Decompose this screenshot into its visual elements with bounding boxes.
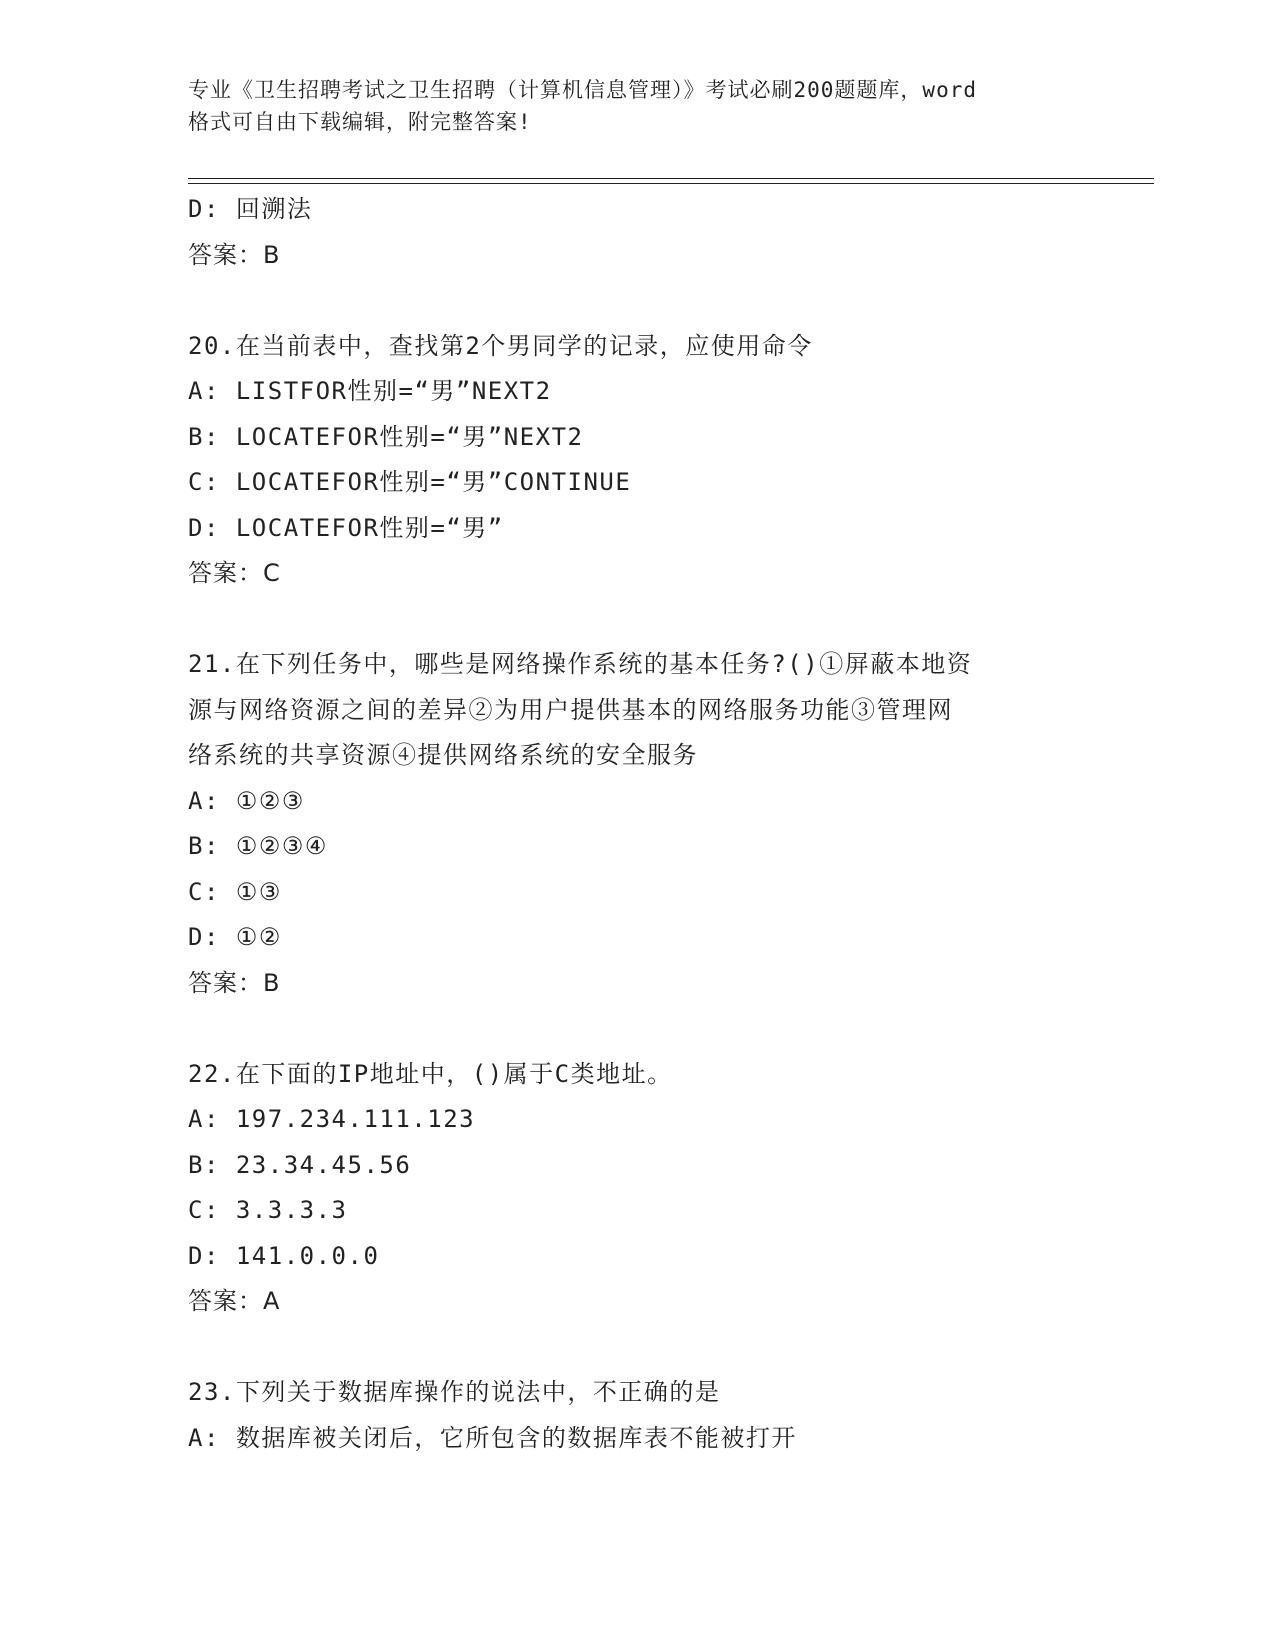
q21-stem-line-3: 络系统的共享资源④提供网络系统的安全服务: [188, 741, 698, 769]
question-gap: [188, 1006, 1088, 1052]
header-line-1: 专业《卫生招聘考试之卫生招聘（计算机信息管理）》考试必刷200题题库，word: [188, 78, 977, 102]
header-line-2: 格式可自由下载编辑，附完整答案!: [188, 110, 532, 134]
q20-stem: 20.在当前表中，查找第2个男同学的记录，应使用命令: [188, 331, 813, 360]
q20-option-b: B: LOCATEFOR性别=“男”NEXT2: [188, 422, 584, 451]
q22-option-c: C: 3.3.3.3: [188, 1196, 348, 1224]
q22-option-d: D: 141.0.0.0: [188, 1241, 380, 1270]
q23-stem: 23.下列关于数据库操作的说法中，不正确的是: [188, 1378, 721, 1406]
q22-option-a: A: 197.234.111.123: [188, 1105, 476, 1133]
q20-option-d: D: LOCATEFOR性别=“男”: [188, 513, 504, 542]
question-gap: [188, 1325, 1088, 1371]
q22-option-b: B: 23.34.45.56: [188, 1150, 412, 1179]
q21-option-b: B: ①②③④: [188, 832, 328, 860]
q21-option-d: D: ①②: [188, 923, 282, 951]
question-gap: [188, 278, 1088, 324]
header-divider: [188, 178, 1154, 184]
q21-stem-line-2: 源与网络资源之间的差异②为用户提供基本的网络服务功能③管理网: [188, 695, 953, 724]
q21-option-a: A: ①②③: [188, 786, 305, 815]
question-list: [188, 187, 1088, 1461]
q21-option-c: C: ①③: [188, 877, 282, 906]
q22-answer: 答案：A: [188, 1287, 281, 1315]
q22-stem: 22.在下面的IP地址中，()属于C类地址。: [188, 1059, 673, 1088]
question-gap: [188, 597, 1088, 643]
q21-stem-line-1: 21.在下列任务中，哪些是网络操作系统的基本任务?()①屏蔽本地资: [188, 650, 973, 678]
q20-option-a: A: LISTFOR性别=“男”NEXT2: [188, 377, 552, 405]
q23-option-a: A: 数据库被关闭后，它所包含的数据库表不能被打开: [188, 1423, 797, 1452]
q21-answer: 答案：B: [188, 968, 281, 997]
document-header: [188, 74, 1088, 138]
q19-option-d: D: 回溯法: [188, 195, 313, 223]
q19-answer: 答案：B: [188, 240, 281, 269]
q20-answer: 答案：C: [188, 559, 281, 587]
q20-option-c: C: LOCATEFOR性别=“男”CONTINUE: [188, 468, 632, 496]
